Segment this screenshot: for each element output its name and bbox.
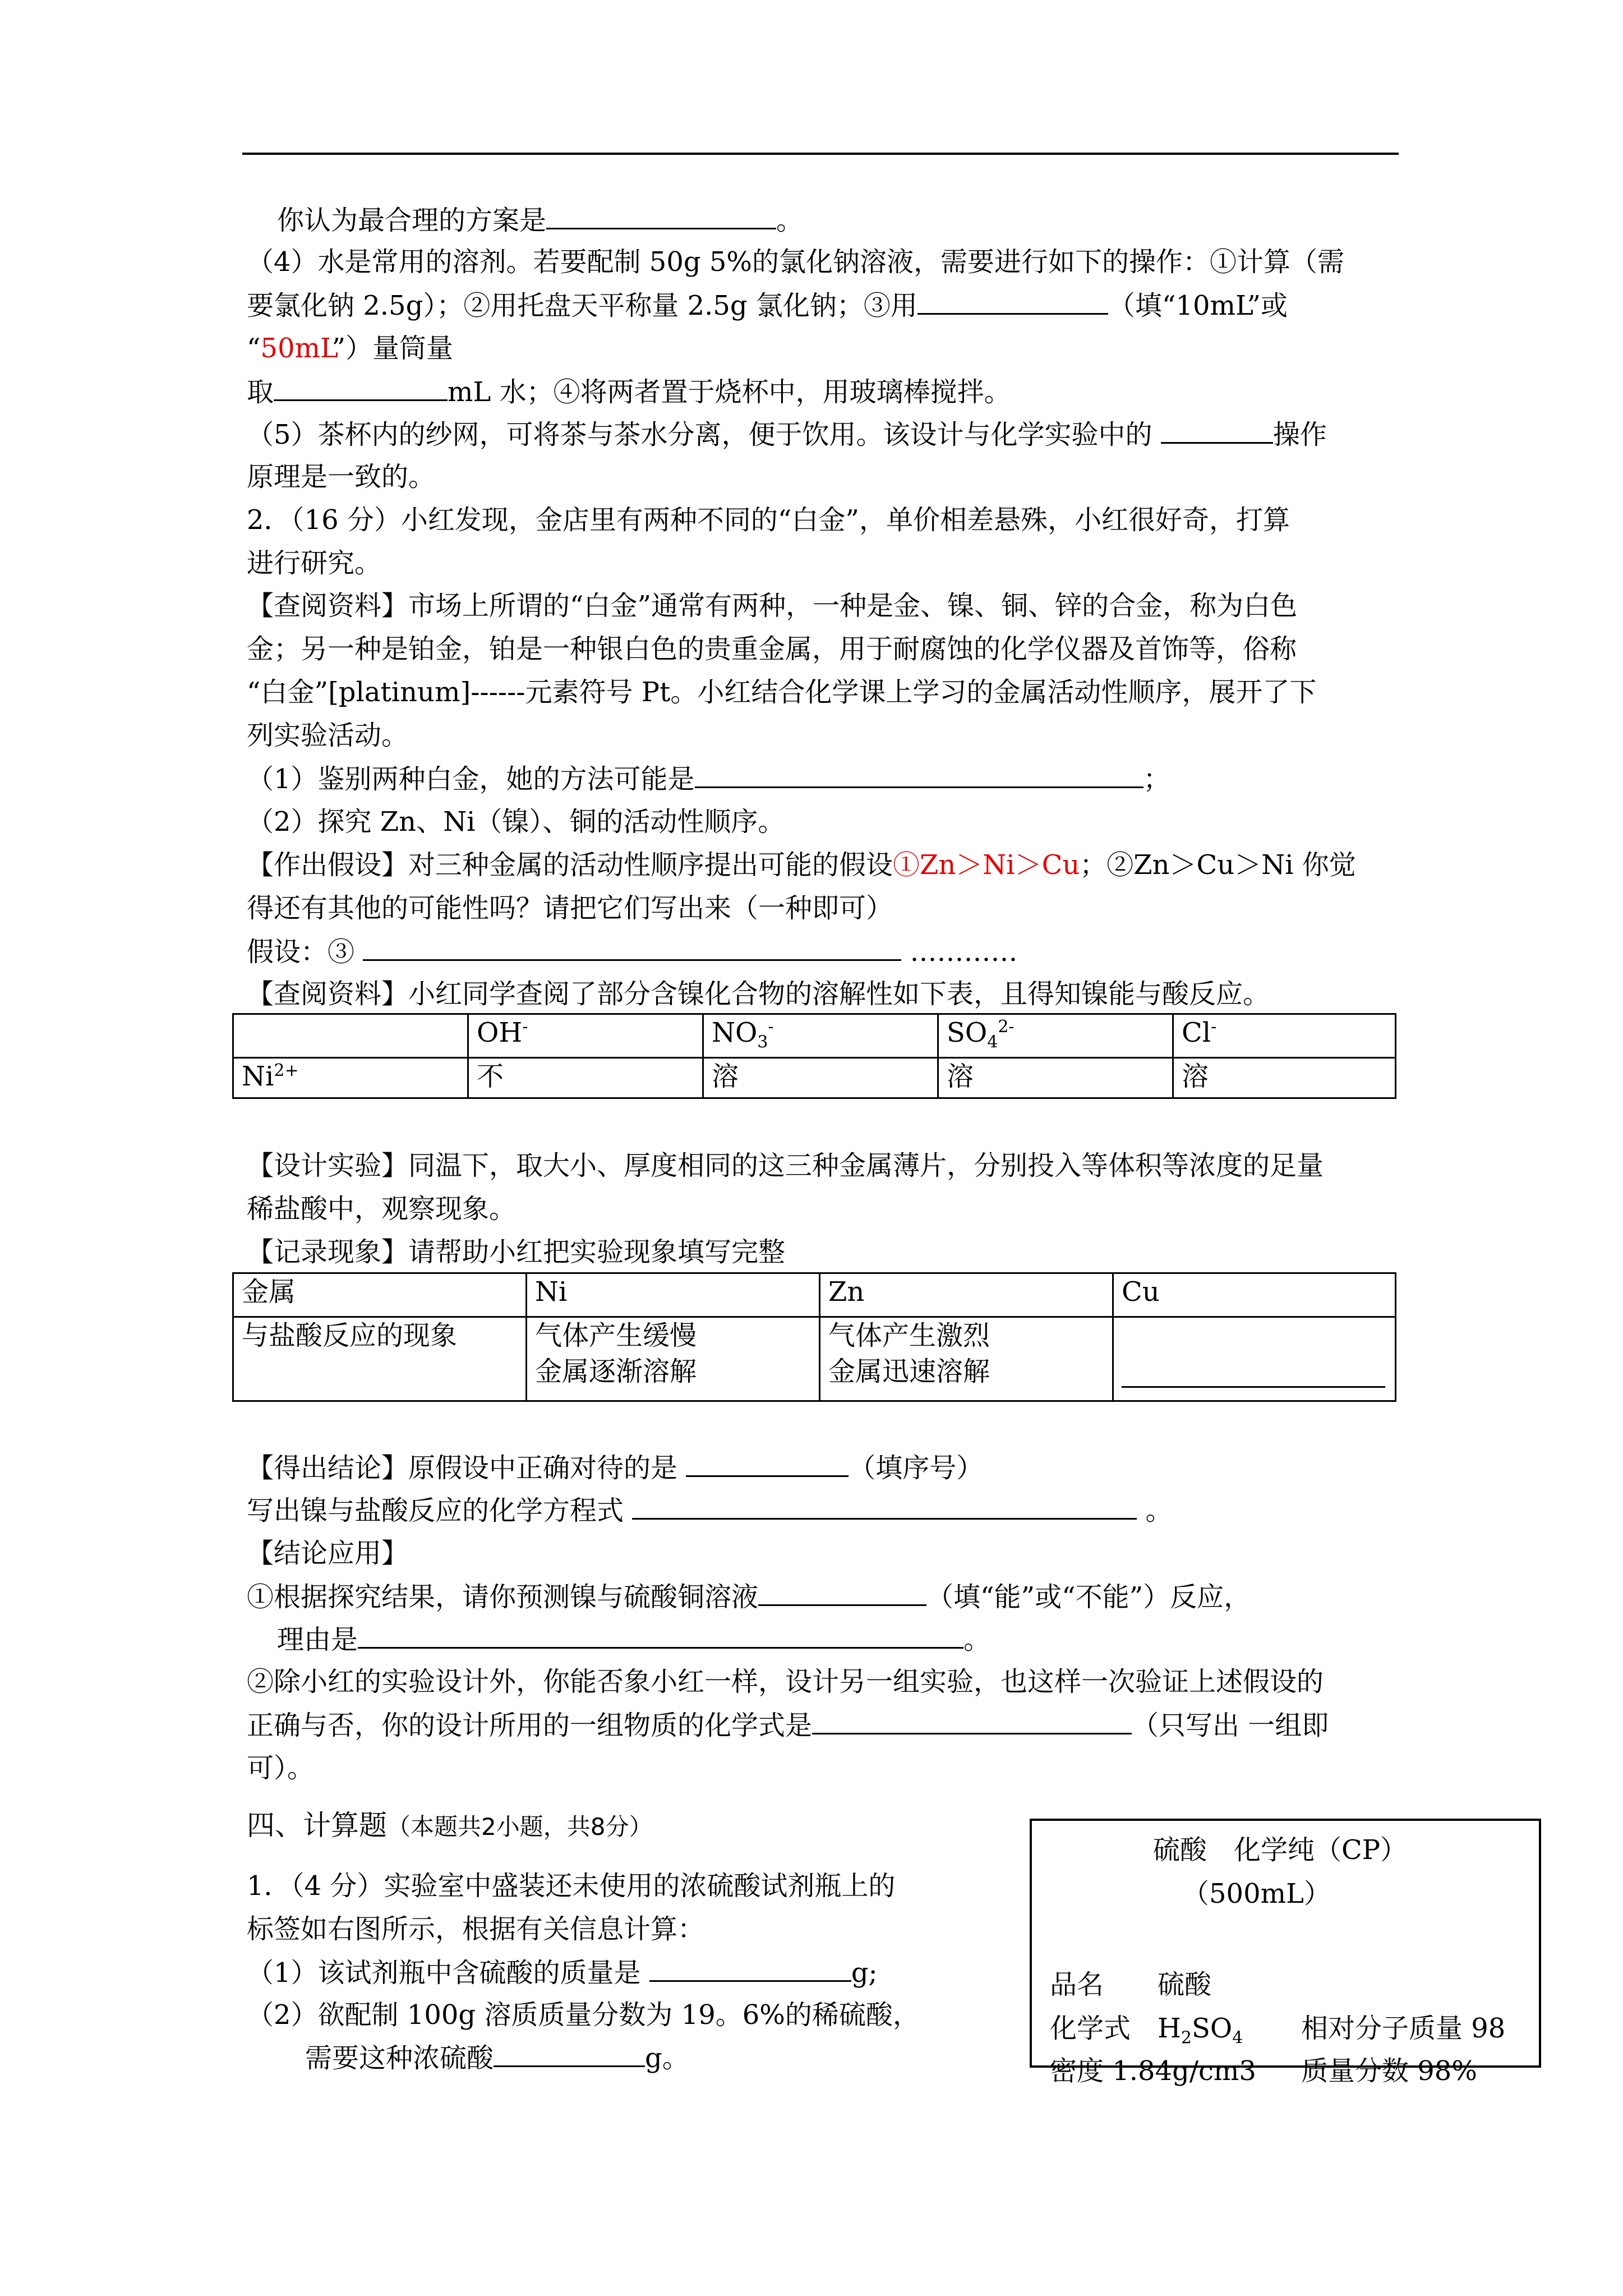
table-header: Zn <box>820 1273 1113 1317</box>
highlighted-text: ①Zn＞Ni＞Cu <box>893 849 1080 881</box>
table-cell: 气体产生缓慢 金属逐渐溶解 <box>527 1317 820 1401</box>
text-line: 【结论应用】 <box>247 1538 409 1569</box>
highlighted-text: 50mL <box>260 333 332 364</box>
text-line: （2）探究 Zn、Ni（镍）、铜的活动性顺序。 <box>247 806 785 838</box>
observation-table <box>232 1272 1396 1402</box>
table-cell <box>1113 1317 1396 1401</box>
text-line: “50mL”）量筒量 <box>247 333 454 364</box>
text-line: 【查阅资料】小红同学查阅了部分含镍化合物的溶解性如下表，且得知镍能与酸反应。 <box>247 978 1270 1010</box>
text-line: 正确与否，你的设计所用的一组物质的化学式是 （只写出 一组即 <box>247 1708 1329 1742</box>
answer-blank[interactable] <box>358 1622 963 1649</box>
reagent-label <box>1030 1819 1541 2087</box>
answer-blank[interactable] <box>632 1493 1137 1520</box>
text-line: 得还有其他的可能性吗？请把它们写出来（一种即可） <box>247 892 893 924</box>
label-mass-fraction: 质量分数 98% <box>1301 2055 1477 2087</box>
text-line: 标签如右图所示，根据有关信息计算： <box>247 1913 705 1945</box>
answer-blank[interactable] <box>1161 417 1273 444</box>
text-line: 【查阅资料】市场上所谓的“白金”通常有两种，一种是金、镍、铜、锌的合金，称为白色 <box>247 590 1298 622</box>
text-line: 进行研究。 <box>247 547 382 579</box>
label-volume: （500mL） <box>1182 1878 1331 1910</box>
answer-blank[interactable] <box>546 203 776 229</box>
text-line: 原理是一致的。 <box>247 461 436 493</box>
solubility-table <box>232 1013 1396 1099</box>
text-line: 可）。 <box>247 1752 315 1784</box>
answer-blank[interactable] <box>1122 1361 1385 1388</box>
answer-blank[interactable] <box>274 375 448 401</box>
text-line: 需要这种浓硫酸 g。 <box>305 2041 689 2075</box>
table-header: Ni <box>527 1273 820 1317</box>
text-line: 列实验活动。 <box>247 720 409 751</box>
label-name: 品名 硫酸 <box>1050 1969 1212 2000</box>
text-line: 【作出假设】对三种金属的活动性顺序提出可能的假设①Zn＞Ni＞Cu；②Zn＞Cu＞Ni 你觉 <box>247 849 1356 881</box>
text-line: 金；另一种是铂金，铂是一种银白色的贵重金属，用于耐腐蚀的化学仪器及首饰等，俗称 <box>247 633 1297 665</box>
text-line: 取 mL 水；④将两者置于烧杯中，用玻璃棒搅拌。 <box>247 375 1011 409</box>
answer-blank[interactable] <box>494 2041 645 2067</box>
table-cell: 气体产生激烈 金属迅速溶解 <box>820 1317 1113 1401</box>
text-line: （2）欲配制 100g 溶质质量分数为 19。6%的稀硫酸， <box>247 1999 920 2031</box>
table-header: 金属 <box>233 1273 527 1317</box>
table-header: Cl- <box>1173 1014 1396 1058</box>
text-line: 【记录现象】请帮助小红把实验现象填写完整 <box>247 1236 786 1268</box>
text-line: 【得出结论】原假设中正确对待的是 （填序号） <box>247 1451 983 1485</box>
table-row-label: 与盐酸反应的现象 <box>233 1317 527 1401</box>
text-line: 理由是 。 <box>277 1622 990 1657</box>
text-line: （1）鉴别两种白金，她的方法可能是 ； <box>247 762 1170 796</box>
text-line: 1．（4 分）实验室中盛装还未使用的浓硫酸试剂瓶上的 <box>247 1870 896 1902</box>
text-line: 要氯化钠 2.5g）；②用托盘天平称量 2.5g 氯化钠；③用 （填“10mL”或 <box>247 288 1288 323</box>
text-line: “白金”[platinum]------元素符号 Pt。小红结合化学课上学习的金属活动性顺序，展开了下 <box>247 677 1317 708</box>
table-cell: 溶 <box>703 1058 938 1098</box>
text-line: 假设：③ ………… <box>247 935 1018 969</box>
table-header: $NO_3^-$ <box>703 1014 938 1058</box>
answer-blank[interactable] <box>363 935 901 961</box>
text-line: （1）该试剂瓶中含硫酸的质量是 g; <box>247 1955 878 1990</box>
table-cell: 溶 <box>1173 1058 1396 1098</box>
text-line: ②除小红的实验设计外，你能否象小红一样，设计另一组实验，也这样一次验证上述假设的 <box>247 1666 1324 1697</box>
label-molecular-weight: 相对分子质量 98 <box>1301 2013 1506 2044</box>
table-cell: 不 <box>468 1058 703 1098</box>
answer-blank[interactable] <box>649 1955 851 1982</box>
text-line: （4）水是常用的溶剂。若要配制 50g 5%的氯化钠溶液，需要进行如下的操作：①计算（需 <box>247 246 1345 278</box>
table-cell: 溶 <box>938 1058 1173 1098</box>
label-formula: 化学式 $H_2SO_4$ <box>1050 2013 1243 2048</box>
text-line: 稀盐酸中，观察现象。 <box>247 1193 517 1225</box>
question-2-heading: 2．（16 分）小红发现，金店里有两种不同的“白金”，单价相差悬殊，小红很好奇，打算 <box>247 504 1290 536</box>
label-title: 硫酸 化学纯（CP） <box>1153 1834 1408 1866</box>
table-header: $SO_4^{2-}$ <box>938 1014 1173 1058</box>
answer-blank[interactable] <box>695 762 1144 788</box>
text-line: 【设计实验】同温下，取大小、厚度相同的这三种金属薄片，分别投入等体积等浓度的足量 <box>247 1150 1324 1181</box>
text-line: 你认为最合理的方案是 。 <box>277 203 803 237</box>
answer-blank[interactable] <box>917 288 1108 315</box>
table-header: OH- <box>468 1014 703 1058</box>
section-heading: 四、计算题（本题共2小题，共8分） <box>247 1809 653 1842</box>
text-line: （5）茶杯内的纱网，可将茶与茶水分离，便于饮用。该设计与化学实验中的 操作 <box>247 417 1327 452</box>
text-line: 写出镍与盐酸反应的化学方程式 。 <box>247 1493 1173 1527</box>
answer-blank[interactable] <box>812 1708 1132 1734</box>
table-header: Cu <box>1113 1273 1396 1317</box>
text-line: ①根据探究结果，请你预测镍与硫酸铜溶液 （填“能”或“不能”）反应， <box>247 1580 1251 1614</box>
answer-blank[interactable] <box>686 1451 849 1477</box>
table-cell <box>233 1014 468 1058</box>
header-rule <box>242 153 1399 155</box>
label-density: 密度 1.84g/cm3 <box>1050 2055 1256 2087</box>
answer-blank[interactable] <box>758 1580 926 1606</box>
table-row-label: $Ni^{2+}$ <box>233 1058 468 1098</box>
